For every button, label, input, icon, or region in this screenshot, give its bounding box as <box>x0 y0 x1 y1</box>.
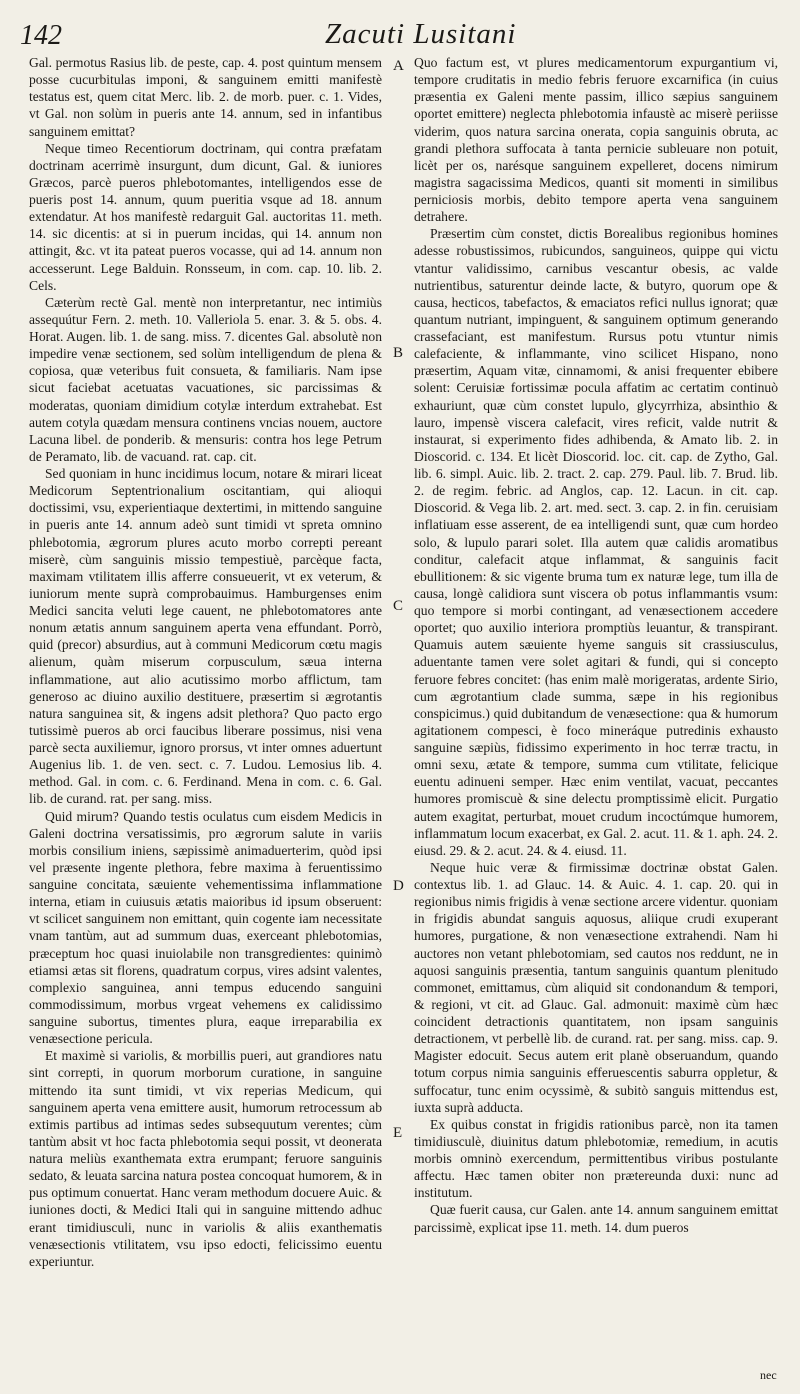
page-header <box>0 0 800 50</box>
paragraph: Quæ fuerit causa, cur Galen. ante 14. annum sanguinem emittat parcissimè, explicat ipse 11. meth. 14. dum pueros <box>414 1202 778 1235</box>
page-number: 142 <box>20 20 62 51</box>
margin-letter: C <box>393 598 404 614</box>
paragraph: Neque huic veræ & firmissimæ doctrinæ obstat Galen. contextus lib. 1. ad Glauc. 14. & Auic. 4. 1. cap. 20. qui in regionibus nimis frigidis à venæ sectione arcere videntur. quoniam in frigidis abundat sanguis aquosus, aliique crudi exuperant humores, purgatione, & non venæsectione extrahendi. Nam hi auctores non vetant phlebotomiam, sed cautos nos reddunt, ne in aquosi sanguinis præsentia, tantum sanguinis quantum plenitudo commonet, emittamus, cùm aliquid sit condonandum & tempori, & regioni, vt cit. ad Glauc. Gal. admonuit: maximè cùm hæc coincident detractionis quantitatem, non ipsam sanguinis detractionem, vt perbellè lib. de curand. rat. per sang. miss. cap. 9. Magister edocuit. Secus autem erit planè obseruandum, quando totum corpus nimia sanguinis efferuescentis saburra oppletur, & suffocatur, tunc enim ocyssimè, & subitò sanguis mittendus est, iuxta suprà adducta. <box>414 859 778 1115</box>
margin-letter: B <box>393 345 404 361</box>
paragraph: Cæterùm rectè Gal. mentè non interpretantur, nec intimiùs assequútur Fern. 2. meth. 10. Valleriola 5. enar. 3. & 5. obs. 4. Horat. Augen. lib. 1. de sang. miss. 7. dicentes Gal. absolutè non impedire venæ sectionem, sed solùm intelligendum de plena & copiosa, quæ veteribus fuit consueta, & familiaris. Nam ipse sicut faciebat acetuatas vacuationes, sic parcissimas & moderatas, quoniam dimidium cotylæ interdum extrahebat. Est autem cotyla quædam mensura continens vncias nouem, auctore Lacuna libel. de ponderib. & mensuris: contra hos lege Petrum de Peramato, lib. de vacuand. rat. cap. cit. <box>29 294 382 464</box>
margin-letter: A <box>393 58 404 74</box>
paragraph: Neque timeo Recentiorum doctrinam, qui contra præfatam doctrinam acerrimè insurgunt, dum dicunt, Gal. & iuniores Græcos, parcè pueros phlebotomantes, intelligendos esse de pueris post 14. annum, quum pueritia vsque ad 18. annum extendatur. At hos manifestè redarguit Gal. auctoritas 11. meth. 14. sic dicentis: at si in puerum incidas, qui 14. annum non attingit, &c. vt ita pateat pueros vocasse, qui ad 14. annum non accesserunt. Lege Balduin. Ronsseum, in com. cap. 10. lib. 2. Cels. <box>29 140 382 293</box>
margin-letter: D <box>393 878 404 894</box>
right-column <box>414 54 778 1236</box>
margin-letter: E <box>393 1125 403 1141</box>
paragraph: Sed quoniam in hunc incidimus locum, notare & mirari liceat Medicorum Septentrionalium oscitantiam, qui alioqui doctissimi, vsu, experientiaque dextertimi, in mittendo sanguine in pueris ante 14. annum adeò sunt timidi vt spreta omnino phlebotomia, ægrorum plures acuto morbo correpti pereant miserè, cùm sanguinis missio tempestiuè, parcèque facta, maximam vtilitatem illis afferre consueuerit, vt ex veterum, & iuniorum mente suprà comprobauimus. Hamburgenses enim Medici sancita veluti lege cauent, ne phlebotomatores ante nonum ætatis annum sanguinem aperta vena effundant. Porrò, quid (precor) absurdius, aut à communi Medicorum cœtu magis alienum, quàm miserum corpusculum, sæua interna inflammatione, aut alio acutissimo morbo afflictum, tam generoso ac diuino auxilio destituere, præsertim si ægrotantis natura sanguinea sit, & ingens adsit plethora? Quo pacto ergo tutissimè pueros ab orci faucibus liberare possimus, nisi vena parcè secta auxiliemur, ignoro prorsus, vt inter omnes aduertunt Augenius lib. 1. de ven. sect. c. 7. Ludou. Lemosius lib. 4. method. Gal. in com. c. 6. Ferdinand. Mena in com. c. 6. Gal. lib. de curand. rat. per sang. miss. <box>29 466 382 807</box>
paragraph: Quo factum est, vt plures medicamentorum expurgantium vi, tempore cruditatis in medio febris feruore excarnifica (in cuius præsentia ex Galeni mente passim, illico sæpius sanguinem oportet emittere) neglecta phlebotomia infaustè ac miserè periisse viderim, quos natura sarcina onerata, copia sanguinis obruta, ac grandi plethora suffocata à tanta pernicie subleuare non potuit, licèt per os, narésque sanguinem expelleret, docens nimirum magistra sagacissima Medicos, quanti sit momenti in similibus perniciosis morbis, debito tempore aperta vena sanguinem detrahere. <box>414 55 778 225</box>
running-head: Zacuti Lusitani <box>325 18 517 50</box>
paragraph: Ex quibus constat in frigidis rationibus parcè, non ita tamen timidiusculè, diuinitus datum phlebotomiæ, remedium, in acutis morbis omninò exercendum, permittentibus viribus postulante affectu. Hæc tamen obiter non prætereunda duxi: nunc ad institutum. <box>414 1116 778 1201</box>
paragraph: Et maximè si variolis, & morbillis pueri, aut grandiores natu sint correpti, in quorum morborum curatione, in sanguine mittendo ita sunt timidi, vt vix reperias Medicum, qui sanguinem aperta vena emittere ausit, humorum retrocessum ab extimis partibus ad intimas sedes subsequutum verentes; cùm tantùm absit vt hoc facta phlebotomia sequi possit, vt deonerata natura meliùs exanthemata extra erumpant; feruore sanguinis sedato, & leuata sarcina natura postea concoquat humorem, & in pus optimum conuertat. Hanc veram methodum docuere Auic. & iuniones docti, & Medici Itali qui in sanguine mittendo adhuc erant timidiusculi, nunc in variolis & aliis exanthematis venæsectionis vtilitatem, vsu ipso edocti, felicissimo euentu experiuntur. <box>29 1048 382 1269</box>
catchword: nec <box>760 1368 777 1382</box>
paragraph: Gal. permotus Rasius lib. de peste, cap. 4. post quintum mensem posse cucurbitulas imponi, & sanguinem emitti manifestè testatus est, quem citat Merc. lib. 2. de morb. puer. c. 1. Vides, vt Gal. non solùm in pueris ante 14. annum, sed in infantibus sanguinem emittat? <box>29 55 382 139</box>
paragraph: Quid mirum? Quando testis oculatus cum eisdem Medicis in Galeni doctrina versatissimis, pro ægrorum salute in variis morbis consilium iniens, sæpissimè animaduerterim, quòd ipsi vel præsente ingente plethora, febre maxima à feruentissimo sanguine concitata, sæuiente vehementissima inflammatione interna, etiam in cuiusuis ætatis maioribus id ipsum obseruent: vt scilicet sanguinem non emittant, quin cogente iam necessitate vnam tantùm, aut ad summum duas, exerceant phlebotomias, præceptum hoc quasi inuiolabile non transgredientes: quinimò etiamsi ætas sit florens, quadratum corpus, vires adsint valentes, complexio sanguinea, anni tempus educendo sanguini commodissimum, morbus vrgeat vehemens ex calidissimo sanguine subortus, timentes plura, eaque irreparabilia ex venæsectione pericula. <box>29 808 382 1047</box>
left-column <box>29 54 382 1270</box>
paragraph: Præsertim cùm constet, dictis Borealibus regionibus homines adesse robustissimos, rubicundos, sanguineos, quippe qui victu vtantur validissimo, carnibus vescantur obesis, ac valde nutrientibus, saturentur deinde lacte, & butyro, quorum ope & causa, hecticos, tabefactos, & emaciatos refici nullus ignorat; quæ quantum nutriant, impinguent, & sanguinem optimum generando crassefaciant, est manifestum. Rursus potu vtuntur nimis calefaciente, & inflammante, vino scilicet Hispano, nono præsertim, Aquam vitæ, cinnamomi, & anisi frequenter ebibere solent: Ceruisiæ fortissimæ pocula affatim ac certatim continuò exhauriunt, quæ cùm constet lupulo, glycyrrhiza, absinthio & lauro, impensè viscera calefacit, vires reficit, valde nutrit & instaurat, si experimento fides adhibenda, & Amato lib. 2. in Dioscorid. c. 134. Et licèt Dioscorid. loc. cit. cap. de Zytho, Gal. lib. 6. simpl. Auic. lib. 2. tract. 2. cap. 279. Paul. lib. 7. Brud. lib. 2. de regim. febric. ad Anglos, cap. 12. Lacun. in cit. cap. Dioscorid. & Vega lib. 2. art. med. sect. 3. cap. 2. in fin. ceruisiam inflatiuam esse asserent, de ea intelligendi sunt, quæ cum hordeo solo, & lupulo parari solet. Illa autem quæ calidis aromatibus conditur, calefacit atque inflammat, & sanguinis facit ebullitionem: & sic vigente bruma tum ex naturæ lege, tum illa de causa, longè calidiora sunt viscera ob potus inflammantis vsum: quo tempore si morbi contingant, ad venæsectionem accedere oportet; quo auxilio interiora promptiùs leuantur, & transpirant. Quamuis autem sæuiente hyeme sanguis sit crassiusculus, aduentante tamen vere solet agitari & fundi, qui si concepto feruore febres concitet: (has enim malè morigeratas, ardente Sirio, cum ægrotantium clade summa, sæpe in his regionibus conspicimus.) quid dubitandum de venæsectione: qua & humorum agitationem compesci, è foco mineráque putredinis exhausto sanguine sæpiùs, fidissimo experimento in hoc terræ tractu, in omni sexu, ætate & tempore, summa cum vtilitate, felicique euentu adinueni semper. Hæc enim ventilat, vacuat, peccantes humores promiscuè & sine delectu promptissimè elicit. Purgatio autem exagitat, perturbat, mouet crudum incoctúmque humorem, inflammatum locum exacerbat, ex Gal. 2. acut. 11. & 1. aph. 24. 2. eiusd. 29. & 2. acut. 24. & 4. eiusd. 11. <box>414 226 778 858</box>
